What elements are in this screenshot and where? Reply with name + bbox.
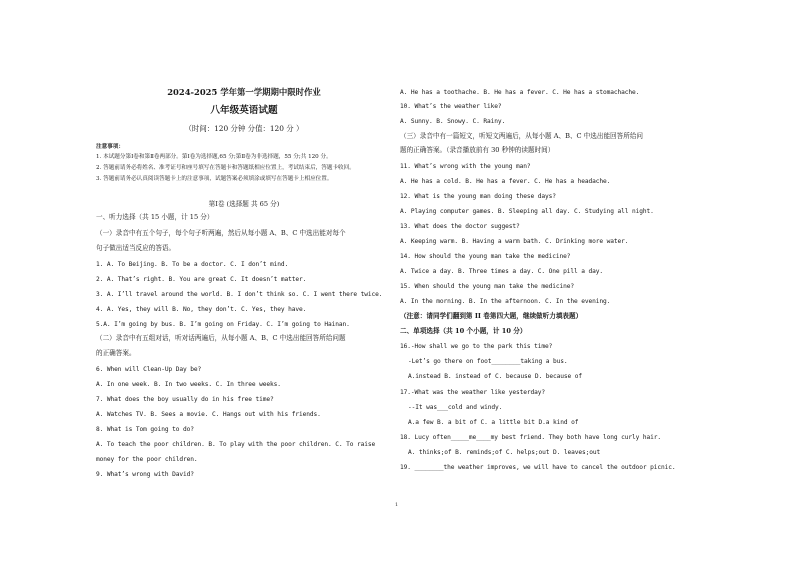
question-17-options: A.a few B. a bit of C. a little bit D.a kind of <box>408 419 579 426</box>
question-16: 16.-How shall we go to the park this time? <box>400 343 553 350</box>
question-9: 9. What’s wrong with David? <box>96 471 194 478</box>
notice-2: 2. 答题前请务必将姓名、准考证号和座号填写在答题卡和答题纸相应位置上，考试结束后，答题卡收回。 <box>96 165 355 171</box>
exam-subtitle: 八年级英语试题 <box>210 105 278 116</box>
question-14: 14. How should the young man take the medicine? <box>400 253 571 260</box>
question-5: 5.A. I’m going by bus. B. I’m going on Friday. C. I’m going to Hainan. <box>96 321 350 328</box>
question-4: 4. A. Yes, they will B. No, they don’t. C. Yes, they have. <box>96 306 307 313</box>
question-15: 15. When should the young man take the medicine? <box>400 283 575 290</box>
part1b-instruction-line1: （二）录音中有五组对话，听对话两遍后，从每小题 A、B、C 中选出能回答所给问题 <box>96 334 346 342</box>
part1-heading: 一、听力选择（共 15 小题，计 15 分） <box>96 213 214 221</box>
question-6-options: A. In one week. B. In two weeks. C. In three weeks. <box>96 381 281 388</box>
question-9-options: A. He has a toothache. B. He has a fever. C. He has a stomachache. <box>400 89 640 96</box>
question-10: 10. What’s the weather like? <box>400 103 502 110</box>
exam-title: 2024-2025 学年第一学期期中限时作业 <box>167 87 321 97</box>
question-15-options: A. In the morning. B. In the afternoon. C. In the evening. <box>400 298 611 305</box>
question-1: 1. A. To Beijing. B. To be a doctor. C. I don’t mind. <box>96 261 289 268</box>
part1a-instruction-line1: （一）录音中有五个句子，每个句子听两遍，然后从每小题 A、B、C 中选出能对每个 <box>96 229 346 237</box>
question-7: 7. What does the boy usually do in his free time? <box>96 396 274 403</box>
question-17: 17.-What was the weather like yesterday? <box>400 389 546 396</box>
part1b-instruction-line2: 的正确答案。 <box>96 349 136 357</box>
part1c-instruction-line2: 题的正确答案。（录音播放前有 30 秒钟的读题时间） <box>400 146 555 154</box>
question-3: 3. A. I’ll travel around the world. B. I don’t think so. C. I went there twice. <box>96 291 383 298</box>
question-13-options: A. Keeping warm. B. Having a warm bath. C. Drinking more water. <box>400 238 629 245</box>
question-10-options: A. Sunny. B. Snowy. C. Rainy. <box>400 118 506 125</box>
part1c-instruction-line1: （三）录音中有一篇短文，听短文两遍后，从每小题 A、B、C 中选出能回答所给问 <box>400 132 644 140</box>
page-number: 1 <box>395 502 399 508</box>
question-11: 11. What’s wrong with the young man? <box>400 163 531 170</box>
question-14-options: A. Twice a day. B. Three times a day. C. One pill a day. <box>400 268 604 275</box>
notice-3: 3. 答题前请务必认真阅读答题卡上的注意事项，试题答案必须填涂或填写在答题卡上相应位置。 <box>96 176 333 182</box>
question-8: 8. What is Tom going to do? <box>96 426 194 433</box>
question-16-line2: -Let’s go there on foot________taking a bus. <box>408 358 568 365</box>
question-8-options-line1: A. To teach the poor children. B. To play with the poor children. C. To raise <box>96 441 376 448</box>
part1a-instruction-line2: 句子做出适当反应的答语。 <box>96 244 176 252</box>
listening-note: （注意：请同学们翻到第 II 卷第四大题，继续做听力填表题） <box>400 312 583 320</box>
question-18-options: A. thinks;of B. reminds;of C. helps;out D. leaves;out <box>408 449 601 456</box>
part2-heading: 二、单项选择（共 10 个小题，计 10 分） <box>400 327 527 335</box>
time-and-score: （时间：120 分钟 分值：120 分 ） <box>184 124 304 133</box>
notice-1: 1. 本试题分第Ⅰ卷和第Ⅱ卷两部分。第Ⅰ卷为选择题,65 分;第Ⅱ卷为非选择题，55 分;共 120 分。 <box>96 154 332 160</box>
notice-heading: 注意事项： <box>96 144 124 150</box>
question-13: 13. What does the doctor suggest? <box>400 223 520 230</box>
question-11-options: A. He has a cold. B. He has a fever. C. He has a headache. <box>400 178 611 185</box>
question-18: 18. Lucy often_____me____my best friend. They both have long curly hair. <box>400 434 662 441</box>
section1-title: 第Ⅰ卷 (选择题 共 65 分) <box>208 200 280 208</box>
question-17-line2: --It was___cold and windy. <box>408 404 503 411</box>
question-12: 12. What is the young man doing these days? <box>400 193 556 200</box>
question-16-options: A.instead B. instead of C. because D. because of <box>408 373 583 380</box>
question-7-options: A. Watches TV. B. Sees a movie. C. Hangs out with his friends. <box>96 411 321 418</box>
question-6: 6. When will Clean-Up Day be? <box>96 366 202 373</box>
question-2: 2. A. That’s right. B. You are great C. It doesn’t matter. <box>96 276 307 283</box>
question-19: 19. ________the weather improves, we will have to cancel the outdoor picnic. <box>400 464 676 471</box>
question-8-options-line2: money for the poor children. <box>96 456 198 463</box>
question-12-options: A. Playing computer games. B. Sleeping all day. C. Studying all night. <box>400 208 654 215</box>
